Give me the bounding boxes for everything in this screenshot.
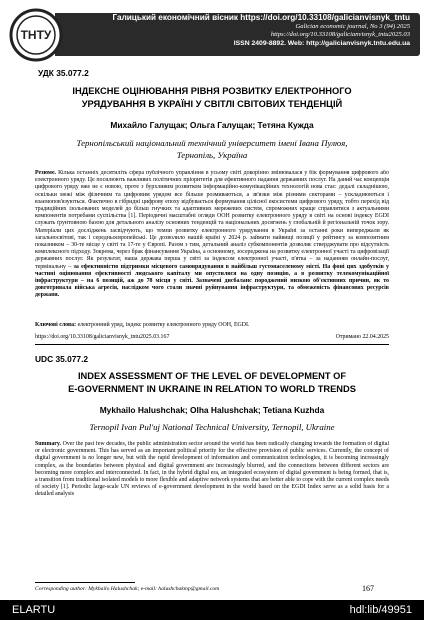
- handle-link[interactable]: hdl:lib/49951: [349, 604, 412, 616]
- udk-code: УДК 35.077.2: [38, 68, 89, 78]
- abstract-ua-label: Резюме.: [35, 170, 57, 176]
- abstract-en-label: Summary.: [35, 441, 62, 447]
- affil-ua-line1: Тернопільський національний технічний університет імені Івана Пулюя,: [76, 138, 348, 148]
- journal-info: [0, 13, 410, 48]
- abstract-ua-text: Кілька останніх десятиліть сфера публічного управління в усьому світі докорінно змінювалася у бік формування цифрового або електронного уряду. Це посилюють важливих політичних пріоритетів для ефективного надання державних послуг. На даний час концепція цифрового уряду вже не є новою, проте з бурхливим розвитком інформаційно-комунікаційних технологій нова стає: дедалі складнішою, оскільки межі між фізичним та цифровим урядом все більше розмиваються, а зв'язки між різними секторами – ускладнюються і взаємопов'язуються. Фактично в гібридні цифрову епоху відбувається формування цілісної екосистеми цифрового уряду, тобто перехід від традиційних ізольованих моделей до більш гнучких та адаптивних мережевих систем, спроможних краще справлятися з актуальними компонентів потребами суспільства [1]. Періодичні масштабні огляди ООН розвитку електронного уряду в світі на основі індексу EGDI служать ґрунтовною базою для детального аналізу основних тенденцій та національних досягнень у глобальній й регіональній точок зору. Матеріали цих досліджень засвідчують, що темпи розвитку електронного урядування в Україні за останні роки випереджали як загальносвітові, так і середньоєвропейські. Це дозволило нашій країні у 2024 р. займати найвищі позиції у рейтингу за композитним показником – 30-те місце у світі та 17-те у Європі. Разом з тим, детальний аналіз субкомпонентів дозволяє стверджувати про відсутність комплексного підходу. Зокрема, через брак фінансування Україна, а основному, зосереджена на розвитку електронної участі та цифровізації державних послуг. Як результат, наша держава перша у світі за індексом електронної участі, п'ятка – за наданням онлайн-послуг, термінальну –: [35, 170, 389, 270]
- affiliation-en: Ternopil Ivan Pul'uj National Technical University, Ternopil, Ukraine: [89, 422, 335, 432]
- journal-name: Галицький економічний вісник https://doi.org/10.33108/galicianvisnyk_tntu: [112, 13, 410, 22]
- article-doi-link[interactable]: https://doi.org/10.33108/galicianvisnyk_tntu2025.03.167: [35, 334, 170, 340]
- title-ua-line1: ІНДЕКСНЕ ОЦІНЮВАННЯ РІВНЯ РОЗВИТКУ ЕЛЕКТРОННОГО: [72, 86, 352, 96]
- keywords-text: електронний уряд, індекс розвитку електронного уряду ООН, EGDI.: [77, 322, 250, 328]
- abstract-en-text: Over the past few decades, the public administration sector around the world has been radically changing towards the formation of digital or electronic government. This has served as an important political priority for the effective provision of public services. Currently, the concept of digital government is no longer new, but with the rapid development of information and communication technologies, it is becoming increasingly complex, as the boundaries between physical and digital government are increasingly blurred, and the connections between different sectors are becoming more complex and interconnected. In fact, in the hybrid digital era, an integrated ecosystem of digital government is being formed, that is, a transition from traditional isolated models to more flexible and adaptive network systems that are better able to cope with the current complex needs of society [1]. Periodic large-scale UN reviews of e-government development in the world based on the EGDI Index serve as a solid basis for a detailed analysis: [35, 441, 389, 498]
- issue-doi: https://doi.org/10.33108/galicianvisnyk_tntu2025.03: [270, 31, 410, 38]
- keywords-label: Ключові слова:: [35, 322, 77, 328]
- title-en-line1: INDEX ASSESSMENT OF THE LEVEL OF DEVELOPMENT OF: [77, 371, 347, 381]
- abstract-en: [35, 441, 389, 562]
- abstract-ua-bold: за ефективністю підтримки місцевого самоврядування в найбільш густонаселеному місті. На фоні цих здобутків у частині оцінювання ефективності людського капіталу ми опустилися на одну позицію, а в розвитку телекомунікаційної інфраструктури – на 6 позицій, аж до 78 місця у світі. Зазначені дисбаланс породжений низкою об'єктивних причин, як то довготривала війська агресія, наслідком чого стали значні руйнування інфраструктури, та обмеженість фінансових ресурсів держави.: [35, 263, 389, 299]
- corresponding-author: Corresponding author: Mykhailo Halushchak; e-mail: halushchakmp@gmail.com: [35, 586, 220, 592]
- authors-en: Mykhailo Halushchak; Olha Halushchak; Tetiana Kuzhda: [99, 405, 325, 415]
- authors-ua: Михайло Галущак; Ольга Галущак; Тетяна Кужда: [110, 120, 314, 130]
- keywords-ua: [35, 322, 389, 329]
- abstract-ua: [35, 170, 389, 322]
- divider: [35, 344, 389, 345]
- journal-issn: ISSN 2409-8892. Web: http://galicianvisnyk.tntu.edu.ua: [233, 40, 410, 47]
- journal-issue: Galician economic journal, No 3 (94) 2025: [295, 23, 410, 30]
- affil-ua-line2: Тернопіль, Україна: [176, 150, 248, 160]
- repository-label: ELARTU: [12, 604, 56, 616]
- affiliation-ua: [20, 137, 404, 161]
- received-date: Отримано 22.04.2025: [335, 334, 389, 340]
- udc-code: UDC 35.077.2: [35, 354, 89, 364]
- title-ua-line2: УРЯДУВАННЯ В УКРАЇНІ У СВІТЛІ СВІТОВИХ ТЕНДЕНЦІЙ: [81, 99, 343, 109]
- logo-text: ТНТУ: [20, 28, 52, 42]
- article-title-ua: [20, 85, 404, 111]
- page-number: 167: [362, 584, 374, 593]
- footer-divider: [35, 582, 135, 583]
- article-title-en: [20, 370, 404, 396]
- title-en-line2: E-GOVERNMENT IN UKRAINE IN RELATION TO WORLD TRENDS: [68, 384, 356, 394]
